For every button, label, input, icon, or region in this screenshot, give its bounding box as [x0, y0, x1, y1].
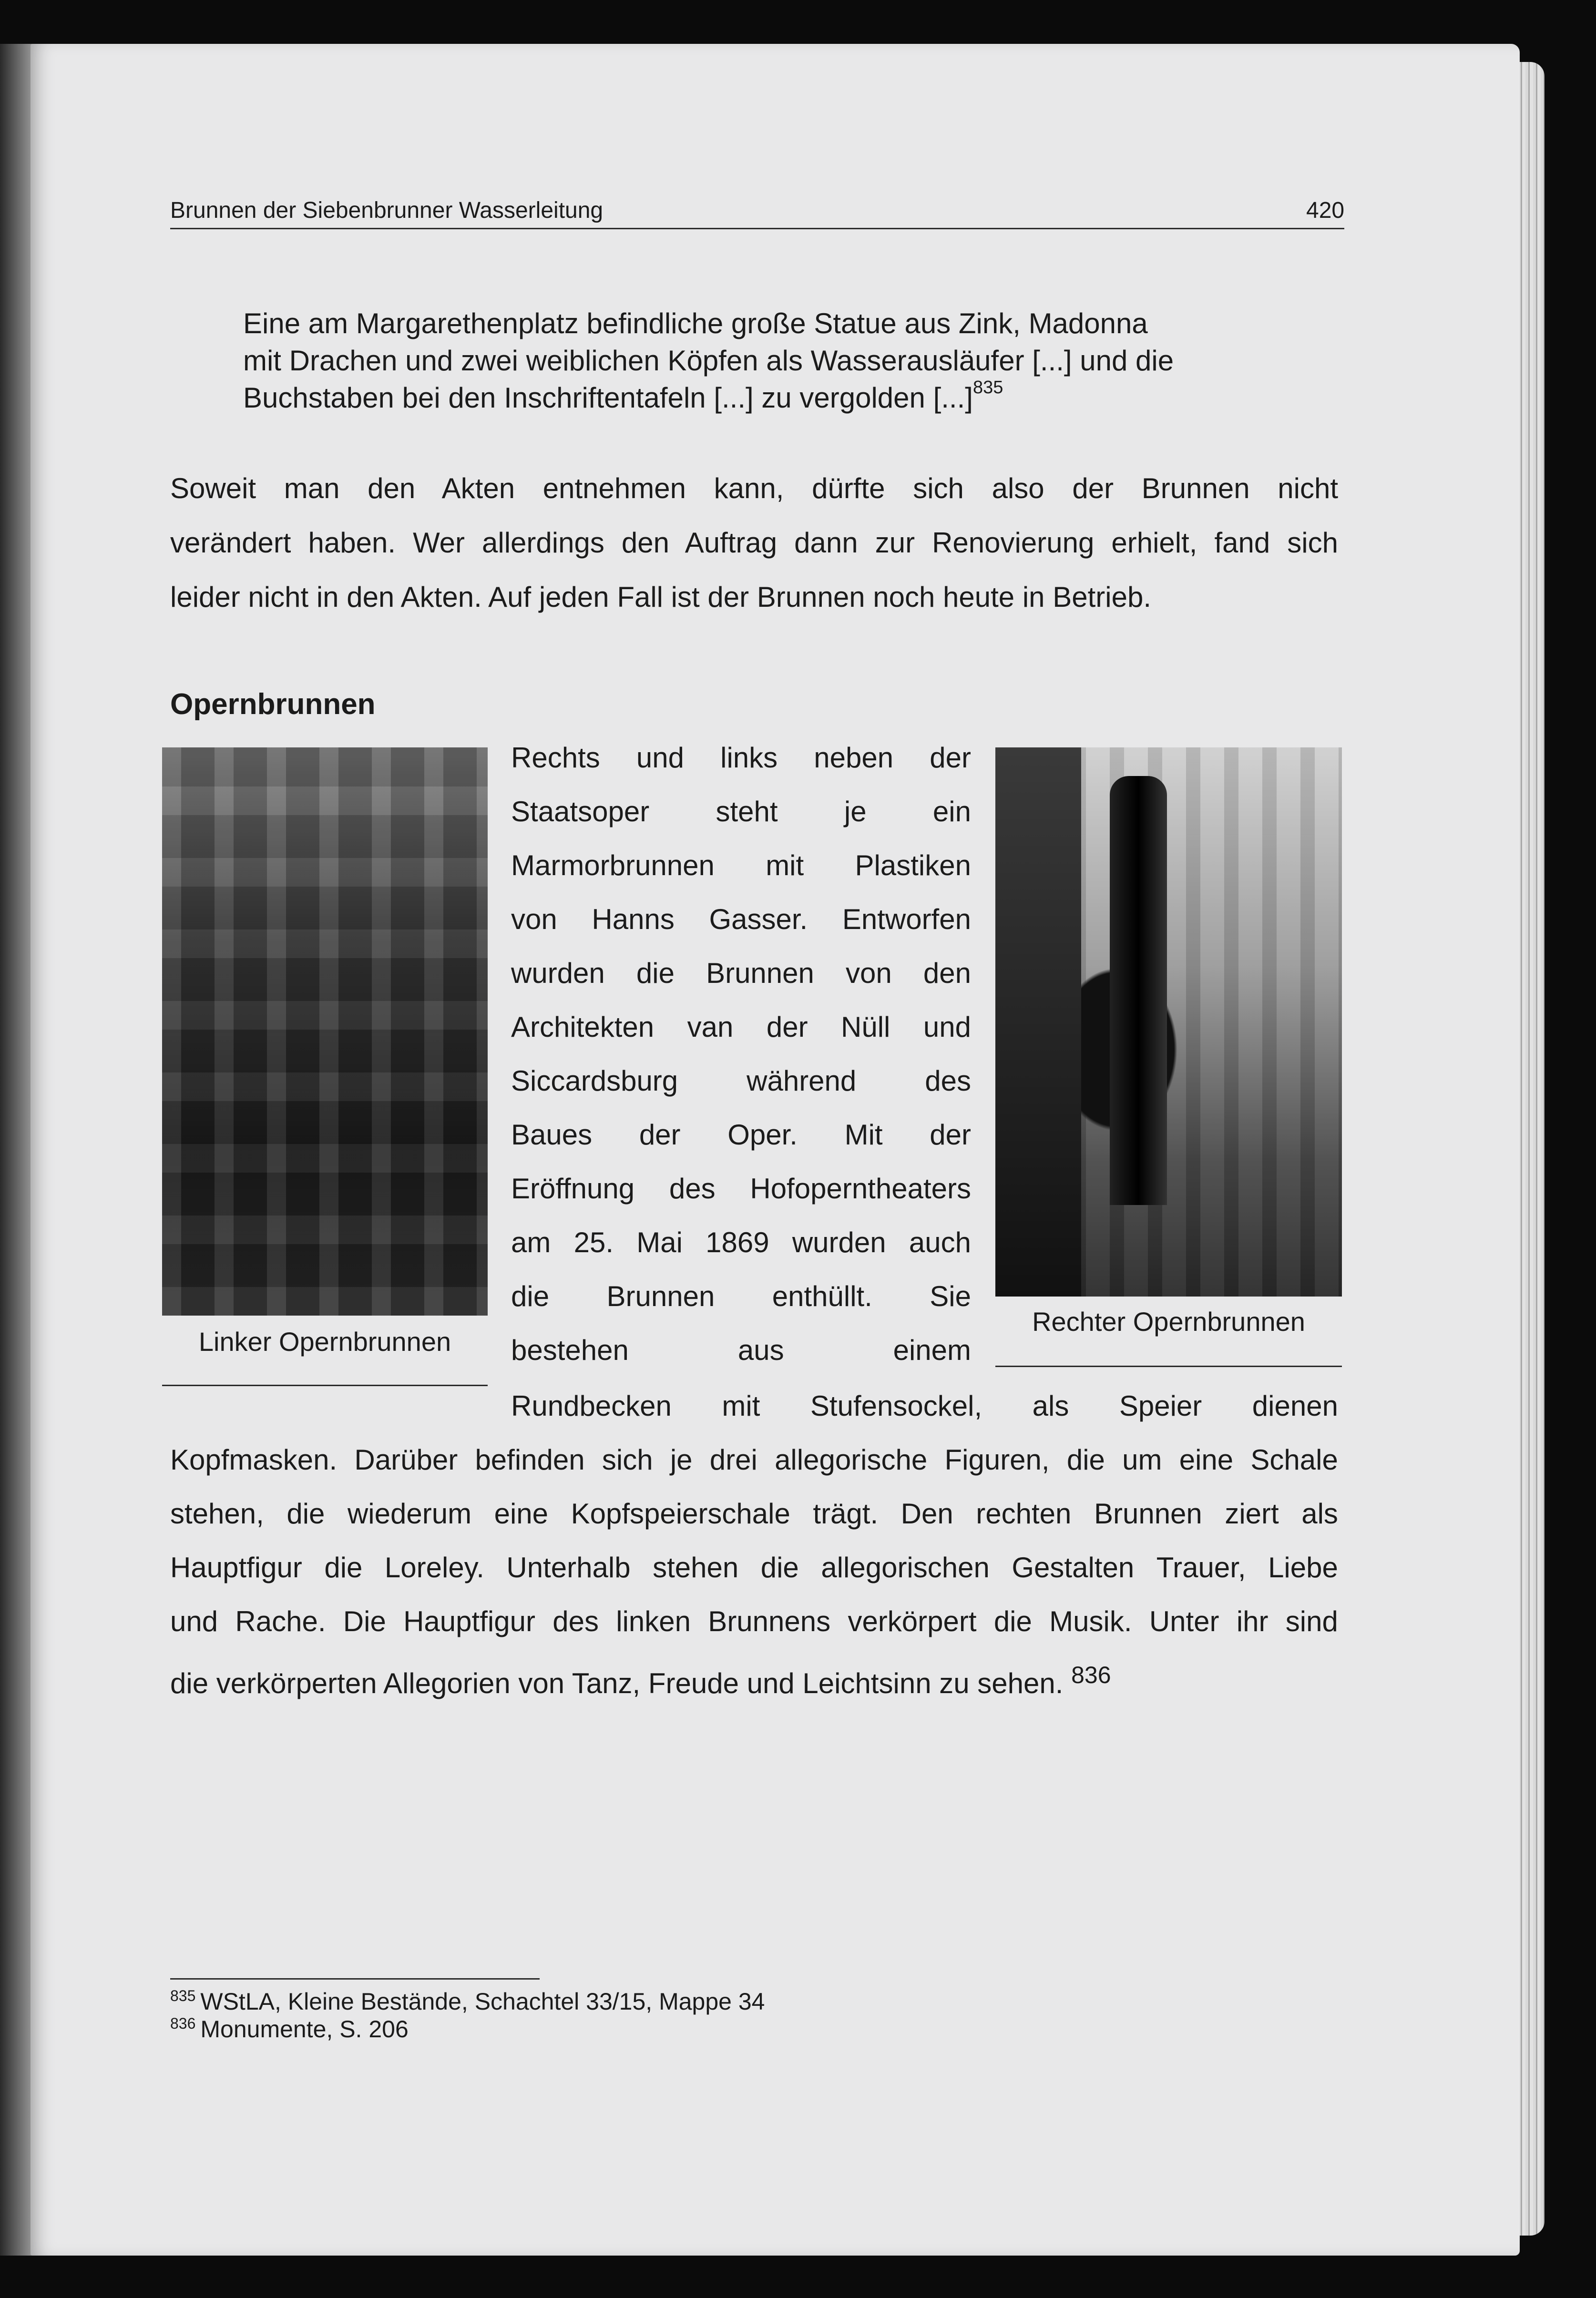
- paragraph-line: leider nicht in den Akten. Auf jeden Fall ist der Brunnen noch heute in Betrieb.: [170, 581, 1151, 613]
- footnote-rule: [170, 1978, 540, 1980]
- column-line: bestehen aus einem: [511, 1334, 971, 1366]
- right-photo-caption: Rechter Opernbrunnen: [1032, 1307, 1305, 1337]
- column-line: am 25. Mai 1869 wurden auch: [511, 1226, 971, 1258]
- column-line: Baues der Oper. Mit der: [511, 1119, 971, 1151]
- paragraph: [170, 461, 1338, 624]
- column-line: die Brunnen enthüllt. Sie: [511, 1280, 971, 1312]
- footnote: $^{836}$ Monumente, S. 206: [170, 2015, 409, 2043]
- continuation-text: [170, 1379, 1338, 1710]
- narrow-text-column: [511, 734, 971, 1380]
- paragraph-line: Kopfmasken. Darüber befinden sich je drei allegorische Figuren, die um eine Schale: [170, 1444, 1338, 1476]
- running-header-title: Brunnen der Siebenbrunner Wasserleitung: [170, 198, 604, 223]
- column-line: Marmorbrunnen mit Plastiken: [511, 849, 971, 881]
- column-line: Siccardsburg während des: [511, 1065, 971, 1097]
- column-line: Architekten van der Nüll und: [511, 1011, 971, 1043]
- footnote-ref: 836: [1071, 1662, 1111, 1688]
- header-rule: [170, 228, 1344, 229]
- column-line: Eröffnung des Hofoperntheaters: [511, 1173, 971, 1205]
- paragraph-line: Soweit man den Akten entnehmen kann, dürfte sich also der Brunnen nicht: [170, 472, 1338, 504]
- right-fountain-photo: [995, 747, 1342, 1297]
- paragraph-line: stehen, die wiederum eine Kopfspeierschale trägt. Den rechten Brunnen ziert als: [170, 1498, 1338, 1530]
- quote-line: mit Drachen und zwei weiblichen Köpfen als Wasserausläufer [...] und die: [243, 345, 1174, 377]
- column-line: wurden die Brunnen von den: [511, 957, 971, 989]
- page-number: 420: [1306, 198, 1345, 223]
- paragraph-line: Hauptfigur die Loreley. Unterhalb stehen die allegorischen Gestalten Trauer, Liebe: [170, 1552, 1338, 1583]
- block-quote: [243, 305, 1301, 417]
- binding-shadow: [0, 44, 33, 2256]
- column-line: Rechts und links neben der: [511, 742, 971, 774]
- column-line: von Hanns Gasser. Entworfen: [511, 903, 971, 935]
- paragraph-line: verändert haben. Wer allerdings den Auftrag dann zur Renovierung erhielt, fand sich: [170, 527, 1338, 559]
- left-fountain-photo: [162, 747, 488, 1316]
- paragraph-line: Rundbecken mit Stufensockel, als Speier dienen: [511, 1390, 1338, 1422]
- quote-line: Eine am Margarethenplatz befindliche große Statue aus Zink, Madonna: [243, 307, 1148, 339]
- section-heading: Opernbrunnen: [170, 688, 376, 721]
- paragraph-line: und Rache. Die Hauptfigur des linken Brunnens verkörpert die Musik. Unter ihr sind: [170, 1605, 1338, 1637]
- footnote-ref: 835: [972, 378, 1003, 398]
- paragraph-line: die verkörperten Allegorien von Tanz, Freude und Leichtsinn zu sehen. $^{836}$: [170, 1662, 1111, 1699]
- left-photo-caption: Linker Opernbrunnen: [198, 1327, 451, 1357]
- quote-line: Buchstaben bei den Inschriftentafeln [...] zu vergolden [...]$^{835}$: [243, 378, 1003, 414]
- column-line: Staatsoper steht je ein: [511, 796, 971, 827]
- footnote: $^{835}$ WStLA, Kleine Bestände, Schachtel 33/15, Mappe 34: [170, 1987, 765, 2015]
- caption-rule: [995, 1366, 1342, 1367]
